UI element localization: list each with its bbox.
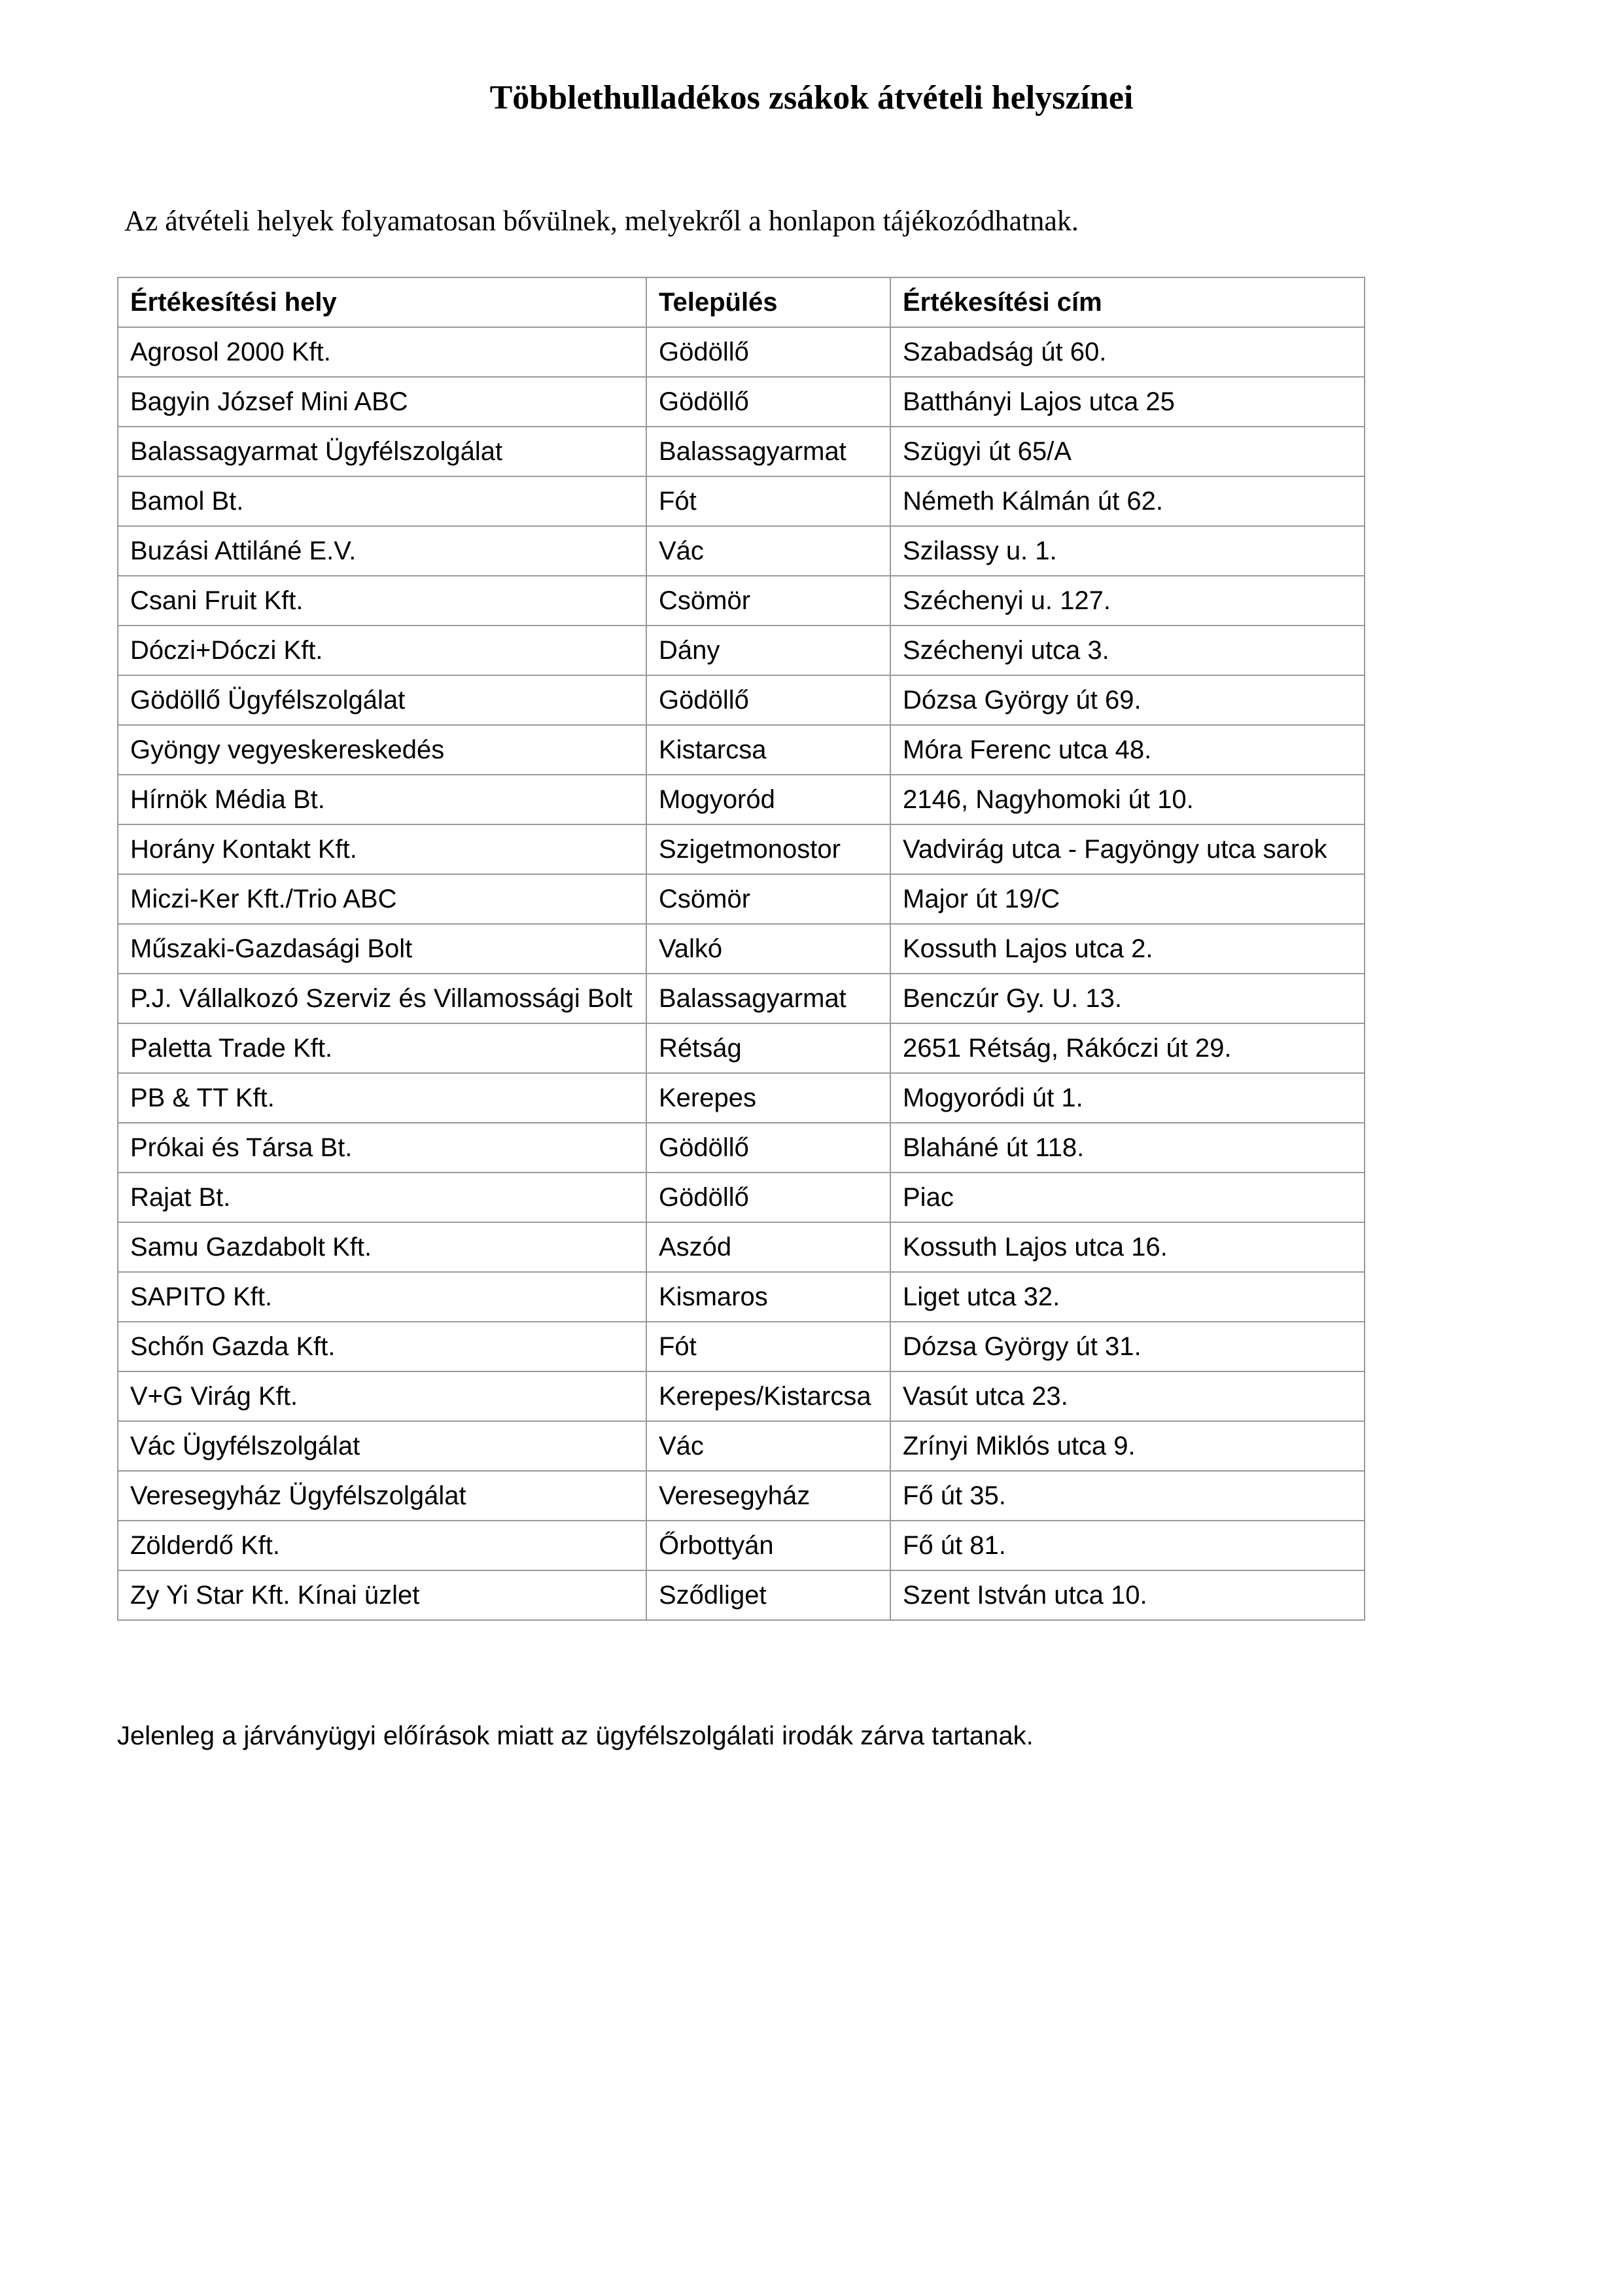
cell-settlement: Gödöllő [646, 675, 890, 725]
cell-sales-location: Műszaki-Gazdasági Bolt [118, 924, 646, 974]
footnote-text: Jelenleg a járványügyi előírások miatt az ügyfélszolgálati irodák zárva tartanak. [117, 1722, 1034, 1750]
cell-settlement: Őrbottyán [646, 1521, 890, 1570]
cell-settlement: Kismaros [646, 1272, 890, 1322]
page-title: Többlethulladékos zsákok átvételi helyszínei [489, 79, 1134, 116]
cell-sales-location: Samu Gazdabolt Kft. [118, 1222, 646, 1272]
cell-sales-address: Kossuth Lajos utca 2. [890, 924, 1365, 974]
table-row [118, 775, 1365, 824]
cell-sales-address: Blaháné út 118. [890, 1123, 1365, 1173]
table-row [118, 974, 1365, 1023]
cell-sales-address: Széchenyi u. 127. [890, 576, 1365, 626]
table-row [118, 626, 1365, 675]
cell-sales-location: Veresegyház Ügyfélszolgálat [118, 1471, 646, 1521]
table-row [118, 1371, 1365, 1421]
table-row [118, 1123, 1365, 1173]
table-row [118, 1471, 1365, 1521]
cell-sales-address: Németh Kálmán út 62. [890, 476, 1365, 526]
cell-settlement: Gödöllő [646, 1173, 890, 1222]
cell-sales-location: Hírnök Média Bt. [118, 775, 646, 824]
cell-sales-location: Buzási Attiláné E.V. [118, 526, 646, 576]
cell-sales-location: Gödöllő Ügyfélszolgálat [118, 675, 646, 725]
table-row [118, 327, 1365, 377]
cell-settlement: Balassagyarmat [646, 974, 890, 1023]
cell-sales-location: Horány Kontakt Kft. [118, 824, 646, 874]
table-row [118, 874, 1365, 924]
cell-settlement: Aszód [646, 1222, 890, 1272]
cell-sales-address: Széchenyi utca 3. [890, 626, 1365, 675]
cell-sales-address: Benczúr Gy. U. 13. [890, 974, 1365, 1023]
cell-sales-location: Csani Fruit Kft. [118, 576, 646, 626]
cell-settlement: Csömör [646, 576, 890, 626]
cell-sales-address: Fő út 35. [890, 1471, 1365, 1521]
cell-settlement: Fót [646, 1322, 890, 1371]
cell-sales-address: Móra Ferenc utca 48. [890, 725, 1365, 775]
cell-settlement: Gödöllő [646, 1123, 890, 1173]
table-header-row [118, 277, 1365, 327]
table-row [118, 924, 1365, 974]
cell-settlement: Balassagyarmat [646, 427, 890, 476]
cell-sales-address: Zrínyi Miklós utca 9. [890, 1421, 1365, 1471]
table-row [118, 526, 1365, 576]
cell-sales-location: Prókai és Társa Bt. [118, 1123, 646, 1173]
table-row [118, 1023, 1365, 1073]
cell-sales-address: 2651 Rétság, Rákóczi út 29. [890, 1023, 1365, 1073]
cell-settlement: Kerepes/Kistarcsa [646, 1371, 890, 1421]
cell-sales-address: Kossuth Lajos utca 16. [890, 1222, 1365, 1272]
table-row [118, 1570, 1365, 1620]
cell-settlement: Dány [646, 626, 890, 675]
cell-settlement: Gödöllő [646, 327, 890, 377]
cell-settlement: Mogyoród [646, 775, 890, 824]
table-row [118, 1521, 1365, 1570]
cell-settlement: Gödöllő [646, 377, 890, 427]
table-row [118, 824, 1365, 874]
cell-sales-location: SAPITO Kft. [118, 1272, 646, 1322]
cell-sales-location: Zy Yi Star Kft. Kínai üzlet [118, 1570, 646, 1620]
cell-settlement: Valkó [646, 924, 890, 974]
cell-sales-address: 2146, Nagyhomoki út 10. [890, 775, 1365, 824]
table-row [118, 1421, 1365, 1471]
table-row [118, 1322, 1365, 1371]
table-row [118, 1073, 1365, 1123]
header-sales-address: Értékesítési cím [890, 277, 1365, 327]
header-sales-location: Értékesítési hely [118, 277, 646, 327]
cell-settlement: Kerepes [646, 1073, 890, 1123]
cell-sales-location: Bamol Bt. [118, 476, 646, 526]
cell-sales-location: Rajat Bt. [118, 1173, 646, 1222]
cell-settlement: Csömör [646, 874, 890, 924]
cell-sales-location: Miczi-Ker Kft./Trio ABC [118, 874, 646, 924]
cell-sales-location: Paletta Trade Kft. [118, 1023, 646, 1073]
cell-settlement: Vác [646, 526, 890, 576]
cell-settlement: Szigetmonostor [646, 824, 890, 874]
table-row [118, 476, 1365, 526]
cell-sales-address: Mogyoródi út 1. [890, 1073, 1365, 1123]
table-row [118, 675, 1365, 725]
cell-sales-address: Szabadság út 60. [890, 327, 1365, 377]
cell-sales-address: Vadvirág utca - Fagyöngy utca sarok [890, 824, 1365, 874]
cell-sales-location: Bagyin József Mini ABC [118, 377, 646, 427]
cell-settlement: Sződliget [646, 1570, 890, 1620]
cell-sales-address: Szügyi út 65/A [890, 427, 1365, 476]
cell-sales-address: Dózsa György út 69. [890, 675, 1365, 725]
table-row [118, 1173, 1365, 1222]
table-body [118, 327, 1365, 1620]
header-settlement: Település [646, 277, 890, 327]
cell-sales-location: P.J. Vállalkozó Szerviz és Villamossági Bolt [118, 974, 646, 1023]
table-row [118, 725, 1365, 775]
cell-sales-location: Gyöngy vegyeskereskedés [118, 725, 646, 775]
cell-settlement: Kistarcsa [646, 725, 890, 775]
table-row [118, 1222, 1365, 1272]
cell-sales-location: Agrosol 2000 Kft. [118, 327, 646, 377]
table-row [118, 427, 1365, 476]
table-row [118, 576, 1365, 626]
cell-settlement: Veresegyház [646, 1471, 890, 1521]
cell-sales-address: Vasút utca 23. [890, 1371, 1365, 1421]
cell-sales-address: Major út 19/C [890, 874, 1365, 924]
cell-settlement: Rétság [646, 1023, 890, 1073]
cell-sales-address: Liget utca 32. [890, 1272, 1365, 1322]
cell-sales-location: Vác Ügyfélszolgálat [118, 1421, 646, 1471]
cell-sales-location: Zölderdő Kft. [118, 1521, 646, 1570]
cell-sales-address: Szent István utca 10. [890, 1570, 1365, 1620]
cell-sales-location: V+G Virág Kft. [118, 1371, 646, 1421]
cell-settlement: Fót [646, 476, 890, 526]
cell-sales-address: Piac [890, 1173, 1365, 1222]
intro-text: Az átvételi helyek folyamatosan bővülnek, melyekről a honlapon tájékozódhatnak. [124, 205, 1079, 237]
cell-settlement: Vác [646, 1421, 890, 1471]
cell-sales-location: PB & TT Kft. [118, 1073, 646, 1123]
table-row [118, 377, 1365, 427]
locations-table [117, 277, 1365, 1621]
cell-sales-address: Batthányi Lajos utca 25 [890, 377, 1365, 427]
cell-sales-location: Dóczi+Dóczi Kft. [118, 626, 646, 675]
cell-sales-location: Schőn Gazda Kft. [118, 1322, 646, 1371]
table-row [118, 1272, 1365, 1322]
cell-sales-address: Dózsa György út 31. [890, 1322, 1365, 1371]
cell-sales-address: Fő út 81. [890, 1521, 1365, 1570]
cell-sales-address: Szilassy u. 1. [890, 526, 1365, 576]
cell-sales-location: Balassagyarmat Ügyfélszolgálat [118, 427, 646, 476]
